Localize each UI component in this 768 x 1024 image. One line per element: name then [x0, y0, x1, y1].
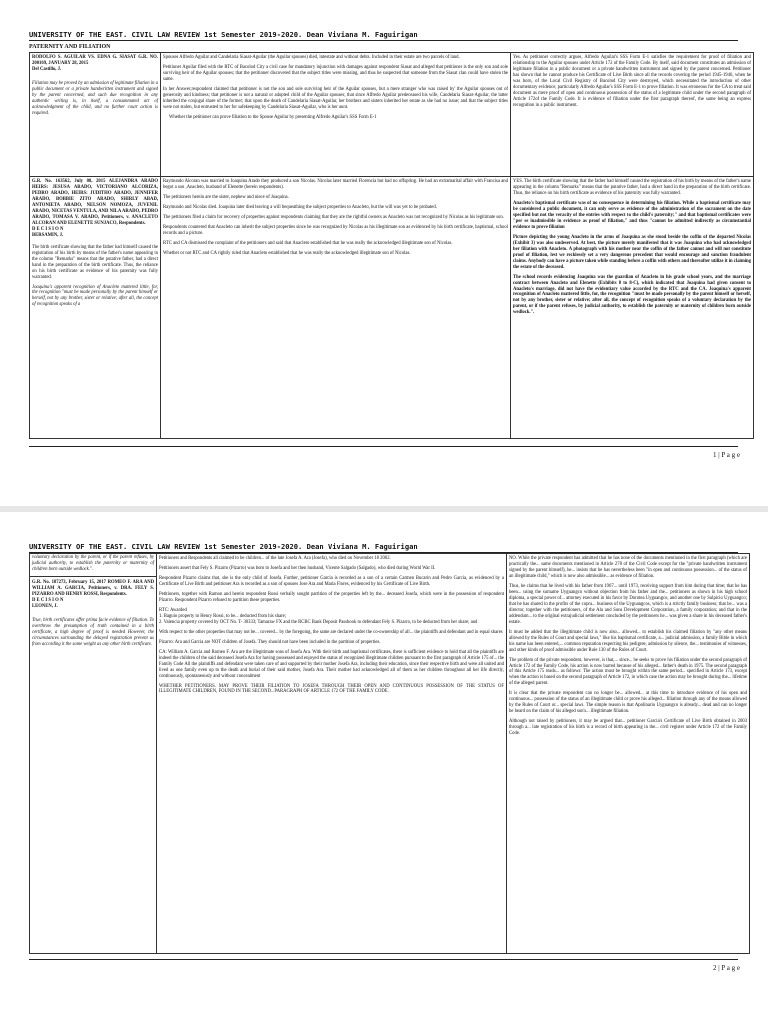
case-table-1: [29, 52, 754, 439]
case-title: G.R. No. 187273, February 15, 2017 ROMEO F. ARA AND WILLIAM A. GARCIA, Petitioners, v. DRA. FELY S. PIZARRO AND HENRY ROSSI, Respondents.: [32, 579, 154, 597]
facts-paragraph: Petitioners assert that Fely S. Pizarro (Pizarro) was born to Josefa and her then husband, Vicente Salgado (Salgado), who died during World War II.: [159, 565, 436, 571]
ruling-paragraph: YES. The birth certificate showing that the father had himself caused the registration of his birth by means of the father's name appearing in the column "Remarks" means that the putative father, had a direct hand in the preparation of the birth certificate. Thus, the reliance on his birth certificate as evidence of his paternity was fully warranted.: [513, 179, 751, 196]
table-row: [30, 53, 754, 177]
facts-paragraph: Petitioner Aguilar filed with the RTC of Bacolod City a civil case for mandatory injunction with damages against respondent Siasat and alleged that petitioner is the only son and sole surviving heir of the Aguilar spouses; that the petitioner discovered that the subject titles were missing, and thus he suspected that someone from the Siasat clan could have stolen the same.: [163, 64, 508, 82]
doctrine: Filiation may be proved by an admission of legitimate filiation in a public document or a private handwritten instrument and signed by the parent concerned, and such due recognition in any authentic writing is, in itself, a consummated act of acknowledgment of the child, and no further court action is required.: [32, 80, 158, 116]
ruling-paragraph: It is clear that the private respondent can no longer be... allowed... at this time to introduce evidence of his open and continuous... possession of the status of an illegitimate child or prove his alleged... filiation through any of the means allowed by the Rules of Court or... special laws. The simple reason is that Apolinario Uyguangco is already... dead and can no longer be heard on the claim of his alleged son's... illegitimate filiation.: [509, 691, 747, 715]
ruling-paragraph: Yes. As petitioner correctly argues, Alfredo Aguilar's SSS Form E-1 satisfies the requirement for proof of filiation and relationship to the Aguilar spouses under Article 172 of the Family Code. By itself, said document constitutes an admission of legitimate filiation in a public document or a private handwritten instrument and signed by the parent concerned. Petitioner has shown that he cannot produce his Certificate of Live Birth since all the records covering the period 1945-1946, when he was born, of the Local Civil Registry of Bacolod City were destroyed, which necessitated the introduction of other documentary evidence, particularly Alfredo Aguilar's SSS Form E-1 to prove filiation. It was erroneous for the CA to treat said document as mere proof of open and continuous possession of the status of a legitimate child under the second paragraph of Article 172of the Family Code. It is evidence of filiation under the first paragraph thereof, the same being an express recognition in a public instrument.: [513, 55, 751, 108]
case-caption-cell: [30, 554, 157, 954]
facts-paragraph: CA: William A. Garcia and Romeo F. Ara are the illegitimate sons of Josefa Ara. With their birth and baptismal certificates, there is sufficient evidence to hold that all the plaintiffs are indeed the children of the said deceased Josefa Ara for having possessed and enjoyed the status of recognized illegitimate children pursuant to the first paragraph of Article 175 of... the Family Code All the plaintiffs and defendant were taken care of and supported by their mother Josefa Ara, including their education, since their respective birth and were all united and lived as one family even up to the death and burial of their said mother, Josefa Ara. Their mother had acknowledged all of them as her children throughout all her life directly, continuously, spontaneously and without concealment: [159, 649, 504, 679]
facts-paragraph: Raymundo and Nicolas died. Joaquina later died leaving a will bequeathing the subject properties to Anacleto, but the will was yet to be probated.: [163, 204, 437, 210]
case-table-2: [29, 553, 750, 954]
ponente: LEONEN, J.: [32, 603, 58, 609]
case-title: G.R. No. 163562, July 08, 2015 ALEJANDRA ARADO HEIRS: JESUSA ARADO, VICTORIANO ALCORIZA, PEDRO ARADO, HEIRS: JUDITHO ARADO, JENNIFER ARADO, BOBBIE ZITO ARADO, SHIRLY ABAD, ANTONIETA ARADO, NELSON NOMOZA, JUVENIL ARADO, NICETAS VENTULA, AND NILA ARADO, PEDRO ARADO, TOMASA V. ARADO, Petitioners, v. ANACLETO ALCORAN AND ELENETTE SUNJACO, Respondents.: [32, 179, 158, 226]
page-number: 2 | P a g e: [713, 964, 740, 972]
facts-cell: [157, 554, 507, 954]
ponente: BERSAMIN, J.: [32, 232, 64, 238]
ruling-paragraph: Thus, he claims that he lived with his father from 1967... until 1973, receiving support from him during that time; that he has been... using the surname Uyguangco without objection from his father and the... petitioners as shown in his high school diploma, a special power of... attorney executed in his favor by Dorotea Uyguangco, and another one by Sulpicio Uyguangco; that he has shared in the profits of the copra... business of the Uyguangcos, which is a strictly family business; that he... was a director, together with the petitioners, of the Alu and Sons Development Corporation, a family corporation; and that in the addendum... to the original extrajudicial settlement concluded by the petitioners he... was given a share in his deceased father's estate.: [509, 583, 747, 625]
table-row: [30, 177, 754, 439]
facts-paragraph: RTC and CA dismissed the complaint of the petitioners and said that Anacleto established that he was really the acknowledged illegitimate son of Nicolas.: [163, 240, 453, 246]
page-header: UNIVERSITY OF THE EAST. CIVIL LAW REVIEW 1st Semester 2019-2020. Dean Viviana M. Faguirigan: [29, 30, 418, 39]
issue-paragraph: Whether the petitioner can prove filiation to the Spouse Aguilar by presenting Alfredo Aguilar's SSS Form E-1: [169, 114, 377, 120]
page-number: 1 | P a g e: [713, 451, 740, 459]
doctrine: True, birth certificates offer prima facie evidence of filiation. To overthrow the presumption of truth contained in a birth certificate, a high degree of proof is needed However, the circumstances surrounding the delayed registration prevent us from according it the same weight as any other birth certificate.: [32, 617, 154, 647]
facts-paragraph: Spouses Alfredo Aguilar and Candelaria Siasat-Aguilar (the Aguilar spouses) died, intestate and without debts. Included in their estate are two parcels of land.: [163, 55, 460, 60]
ruling-paragraph: It must be added that the illegitimate child is now also... allowed... to establish his claimed filiation by "any other means allowed by the Rules of Court and special laws," like his baptismal certificate, a... judicial admission, a family Bible in which his name has been entered,... common reputation respecting his pedigree, admission by silence, the... testimonies of witnesses, and other kinds of proof admissible under Rule 130 of the Rules of Court.: [509, 629, 747, 653]
case-title: RODOLFO S. AGUILAR VS. EDNA G. SIASAT G.R. NO. 200169, JANUARY 28, 2015: [32, 55, 158, 66]
facts-paragraph: With respect to the other properties that may not be... covered... by the foregoing, the same are declared under the co-ownership of all... the plaintiffs and defendant and in equal shares: [159, 629, 503, 635]
facts-paragraph: Raymundo Alcoran was married to Joaquina Arado they produced a son Nicolas. Nicolas later married Florencia but had no offspring. He had an extramarital affair with Francisa and begot a son ,Anacleto, husband of Elenette (herein respondents).: [163, 179, 508, 190]
issue-paragraph: WHETHER PETITIONERS. MAY PROVE THEIR FILIATION TO JOSEFA THROUGH THEIR OPEN AND CONTINUOUS POSSESSION OF THE STATUS OF ILLEGITIMATE CHILDREN, FOUND IN THE SECOND...PARAGRAPH OF ARTICLE 172 OF THE FAMILY CODE.: [159, 683, 504, 695]
ruling-cell: [511, 53, 754, 177]
decision-label: D E C I S I O N: [32, 597, 64, 603]
footer-rule: [29, 959, 738, 960]
facts-paragraph: Petitioners and Respondents all claimed to be children... of the late Josefa A. Ara (Josefa), who died on November 18 2002.: [159, 556, 391, 561]
decision-label: D E C I S I O N: [32, 226, 64, 232]
ponente: Del Castillo, J.: [32, 66, 62, 72]
page-2: [0, 512, 768, 1024]
facts-paragraph: Respondent Pizarro claims that, she is the only child of Josefa. Further, petitioner Garcia is recorded as a son of a certain Carmen Bucarin and Pedro Garcia, as evidenced by a Certificate of Live Birth and petitioner Ara is recorded as a son of spouses Jose Ara and Maria Flores, evidenced by his Certificate of Live Birth.: [159, 575, 504, 587]
ruling-paragraph: Picture depicting the young Anacleto in the arms of Joaquina as she stood beside the coffin of the departed Nicolas (Exhibit 3) was also undeserved. At best, the picture merely manifested that it was Joaquina who had acknowledged her filiation with Anacleto. A photograph with his mother near the coffin of the father cannot and will not constitute proof of filiation, lest we recklessly set a very dangerous precedent that would encourage and sanction fraudulent claims. Anybody can have a picture taken while standing before a coffin with others and thereafter utilize it in claiming the estate of the deceased.: [513, 234, 751, 270]
ruling-paragraph: Although not raised by petitioners, it may be argued that... petitioner Garcia's Certificate of Live Birth obtained in 2003 through a... late registration of his birth is a record of birth appearing in the... civil register under Article 172 of the Family Code.: [509, 719, 747, 737]
ruling-paragraph: Anacleto's baptismal certificate was of no consequence in determining his filiation. While a baptismal certificate may be considered a public document, it can only serve as evidence of the administration of the sacrament on the date specified but not the veracity of the entries with respect to the child's paternity;" and that baptismal certificates were "per se inadmissible in evidence as proof of filiation," and thus "cannot be admitted indirectly as circumstantial evidence to prove filiation: [513, 200, 751, 230]
facts-paragraph: RTC: Awarded 1. Baguio property to Henry Rossi, to be... deducted from his share; 2. Valencia property covered by OCT No. T- 30333; Tamaraw FX and the RCBC Bank Deposit Passbook to defendant Fely S. Pizarro, to be deducted from her share; and: [159, 607, 478, 625]
carryover-text: voluntary declaration by the parent, or if the parent refuses, by judicial authority, to establish the paternity or maternity of children born outside wedlock.".: [30, 554, 156, 577]
facts-paragraph: The petitioners filed a claim for recovery of properties against respondents claiming that they are the rightful owners as Anacleto was not recognized by Nicolas as his legitimate son.: [163, 214, 504, 220]
ruling-cell: [511, 177, 754, 439]
facts-cell: [161, 177, 511, 439]
facts-cell: [161, 53, 511, 177]
section-title: PATERNITY AND FILIATION: [29, 44, 111, 50]
case-caption-cell: [30, 53, 161, 177]
case-caption-cell: [30, 177, 161, 439]
header-rule: [29, 40, 738, 41]
facts-paragraph: The petitioners herein are the sister, nephew and niece of Joaquina.: [163, 194, 289, 200]
facts-paragraph: Petitioners, together with Ramon and herein respondent Rossi verbally sought partition of the properties left by the... deceased Josefa, which were in the possession of respondent Pizarro. Respondent Pizarro refused to partition these properties.: [159, 591, 504, 603]
ruling-paragraph: The problem of the private respondent, however, is that,... since... he seeks to prove his filiation under the second paragraph of Article 172 of the Family Code, his action is now barred because of his alleged... father's death in 1975. The second paragraph of this Article 175 reads... as follows: The action must be brought within the same period... specified in Article 173, except when the action is based on the second paragraph of Article 172, in which case the action may be brought during the... lifetime of the alleged parent.: [509, 657, 747, 687]
table-row: [30, 554, 750, 954]
footer-rule: [29, 446, 738, 447]
ruling-paragraph: NO. While the private respondent has admitted that he has none of the documents mentioned in the first paragraph (which are practically the... same documents mentioned in Article 278 of the Civil Code except for the "private handwritten instrument signed by the parent himself), he... insists that he has nevertheless been "in open and continuous possession... of the status of an illegitimate child," which is now also admissible... as evidence of filiation.: [509, 556, 747, 579]
facts-paragraph: In her Answer,respondent claimed that petitioner is not the son and sole surviving heir of the Aguilar spouses, but a mere stranger who was raised by' the Aguilar spouses out of generosity and kindness; that petitioner is not a natural or adopted child of the Aguilar spouses; that since Alfredo Aguilar predeceased his wife, Candelaria Siasat-Aguilar, the latter inherited the conjugal share of the former; that upon the death of Candelaria Siasat-Aguilar, her brothers and sisters inherited her estate as she had no issue; and that the subject titles were not stolen, but entrusted to her for safekeeping by Candelaria Siasat-Aguilar, who is her aunt.: [163, 86, 508, 110]
issue-paragraph: Whether or not RTC and CA rightly ruled that Anacleto established that he was really the acknowledged illegitimate son of Nicolas.: [163, 250, 411, 256]
doctrine: Joaquina's apparent recognition of Anacleto mattered little, for, the recognition "must be made personally by the parent himself or herself, not by any brother, sister or relative; after all, the concept of recognition speaks of a: [32, 284, 158, 308]
facts-paragraph: Pizarro: Ara and Garcia are NOT children of Josefa. They should not have been included in the partition of properties.: [159, 639, 381, 645]
page-header: UNIVERSITY OF THE EAST. CIVIL LAW REVIEW 1st Semester 2019-2020. Dean Viviana M. Faguirigan: [29, 542, 418, 551]
facts-paragraph: Respondents countered that Anacleto can inherit the subject properties since he was recognized by Nicolas as his illegitimate son as evidenced by his birth certificate, baptismal, school records and a picture.: [163, 224, 508, 236]
ruling-paragraph: The school records evidencing Joaquina was the guardian of Anacleto in his grade school years, and the marriage contract between Anacleto and Elenette (Exhibits 8 to 8-C), which indicated that Joaquina had given consent to Anacleto's marriage, did not have the evidentiary value accorded by the RTC and the CA. Joaquina's apparent recognition of Anacleto mattered little, for, the recognition "must be made personally by the parent himself or herself, not by any brother, sister or relative; after all, the concept of recognition speaks of a voluntary declaration by the parent, or if the parent refuses, by judicial authority, to establish the paternity or maternity of children born outside wedlock.".: [513, 274, 751, 316]
ruling-cell: [507, 554, 750, 954]
doctrine: The birth certificate showing that the father had himself caused the registration of his birth by means of the father's name appearing in the column "Remarks" means that the putative father, had a direct hand in the preparation of the birth certificate. Thus, the reliance on his birth certificate as evidence of his paternity was fully warranted.: [32, 244, 158, 280]
